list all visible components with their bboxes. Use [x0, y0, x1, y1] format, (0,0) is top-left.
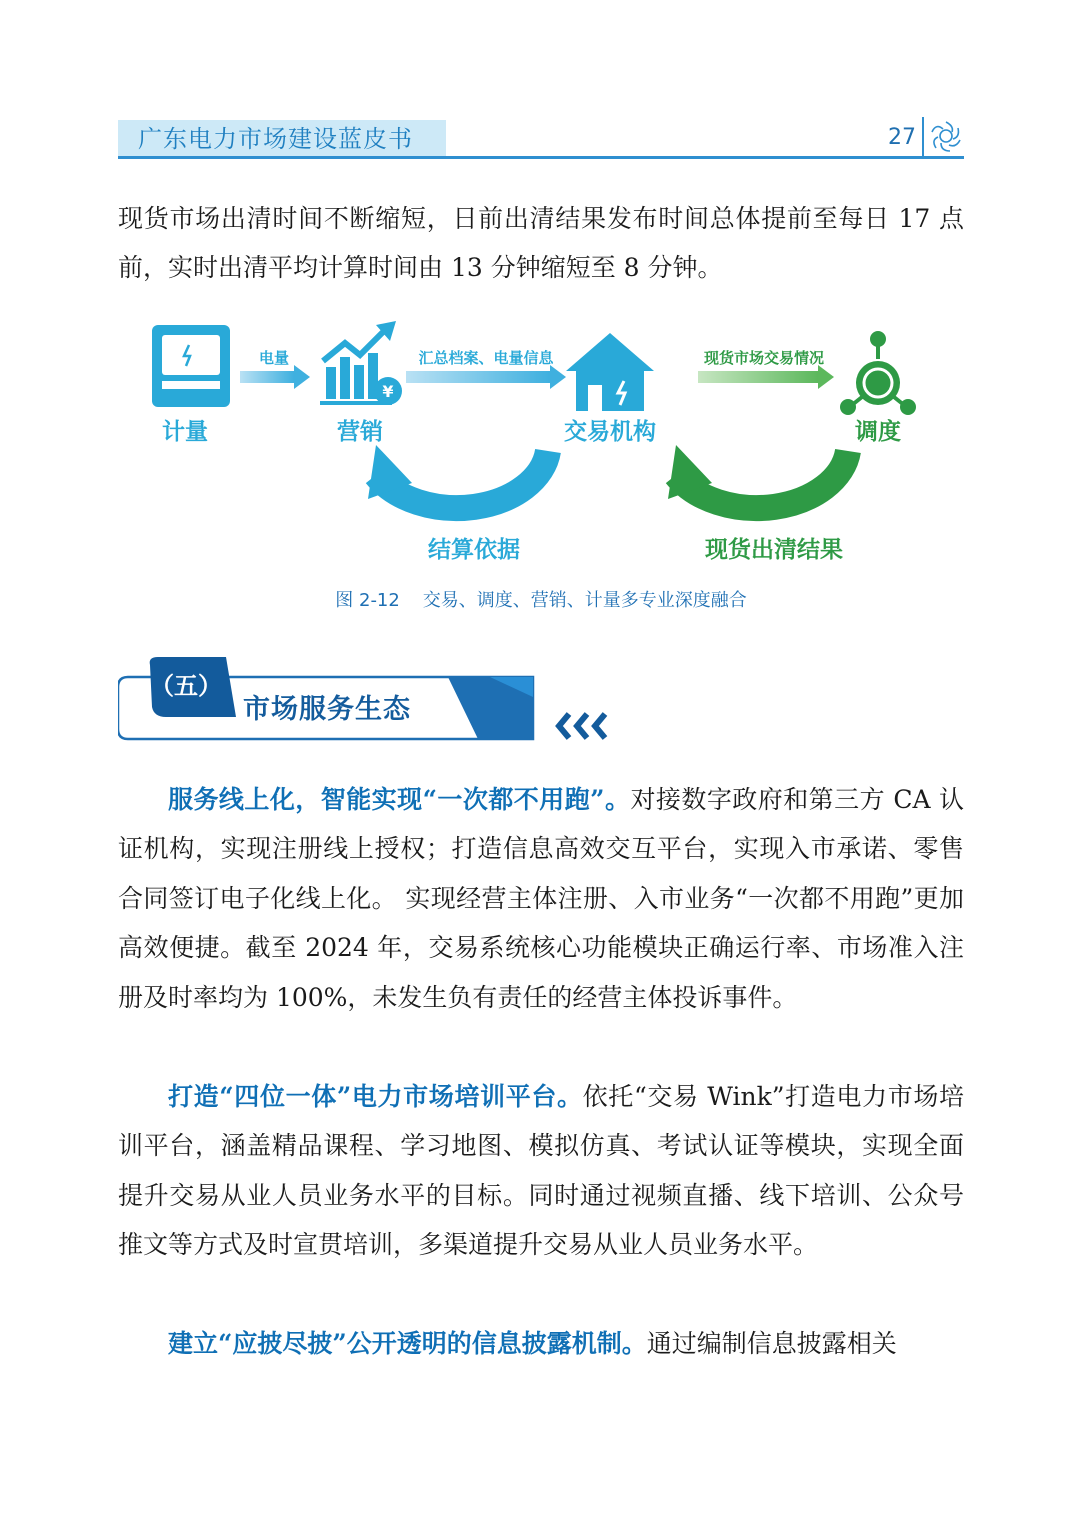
page-number: 27	[888, 125, 916, 150]
meter-icon	[152, 325, 230, 407]
return-label: 结算依据	[428, 537, 520, 563]
section-title: 市场服务生态	[243, 694, 411, 725]
node-label: 计量	[162, 419, 208, 445]
dispatch-network-icon	[840, 331, 916, 415]
paragraph-lead: 打造“四位一体”电力市场培训平台。	[168, 1082, 583, 1111]
exchange-house-icon	[566, 333, 654, 411]
node-label: 营销	[337, 419, 383, 445]
paragraph-body: 依托“交易 Wink”打造电力市场培训平台，涵盖精品课程、学习地图、模拟仿真、考试认证等模块，实现全面提升交易从业人员业务水平的目标。同时通过视频直播、线下培训、公众号推文等方式及时宣贯培训，多渠道提升交易从业人员业务水平。	[118, 1082, 964, 1260]
paragraph-service-online	[118, 775, 964, 1022]
paragraph-body: 对接数字政府和第三方 CA 认证机构，实现注册线上授权；打造信息高效交互平台，实现入市承诺、零售合同签订电子化线上化。 实现经营主体注册、入市业务“一次都不用跑”更加高效便捷。截至 2024 年，交易系统核心功能模块正确运行率、市场准入注册及时率均为 100%，未发生负有责任的经营主体投诉事件。	[118, 785, 965, 1012]
return-label: 现货出清结果	[705, 537, 843, 563]
triple-chevron-left-icon	[555, 710, 613, 742]
process-diagram	[140, 315, 940, 585]
paragraph-training-platform	[118, 1072, 964, 1270]
paragraph-body: 通过编制信息披露相关	[646, 1329, 897, 1358]
marketing-chart-icon	[320, 321, 402, 405]
arrow-label: 现货市场交易情况	[703, 349, 825, 367]
arrow-exchange-to-dispatch	[698, 365, 834, 389]
clearing-return-arrow	[668, 445, 848, 508]
header-separator	[922, 117, 924, 157]
svg-text:¥: ¥	[382, 382, 394, 401]
arrow-label: 汇总档案、电量信息	[418, 349, 554, 367]
settlement-return-arrow	[368, 445, 548, 508]
figure-caption: 图 2-12 交易、调度、营销、计量多专业深度融合	[335, 590, 747, 611]
arrow-label: 电量	[258, 349, 290, 367]
swirl-logo-icon	[928, 118, 964, 154]
book-title: 广东电力市场建设蓝皮书	[138, 125, 413, 153]
node-label: 交易机构	[564, 419, 656, 445]
intro-paragraph: 现货市场出清时间不断缩短，日前出清结果发布时间总体提前至每日 17 点前，实时出清平均计算时间由 13 分钟缩短至 8 分钟。	[118, 204, 964, 283]
arrow-marketing-to-exchange	[406, 365, 566, 389]
paragraph-information-disclosure	[118, 1319, 964, 1368]
paragraph-lead: 建立“应披尽披”公开透明的信息披露机制。	[168, 1329, 647, 1358]
arrow-meter-to-marketing	[240, 365, 310, 389]
paragraph-lead: 服务线上化，智能实现“一次都不用跑”。	[168, 785, 631, 814]
section-number: （五）	[150, 672, 222, 700]
node-label: 调度	[855, 419, 901, 445]
header-rule	[118, 156, 964, 159]
